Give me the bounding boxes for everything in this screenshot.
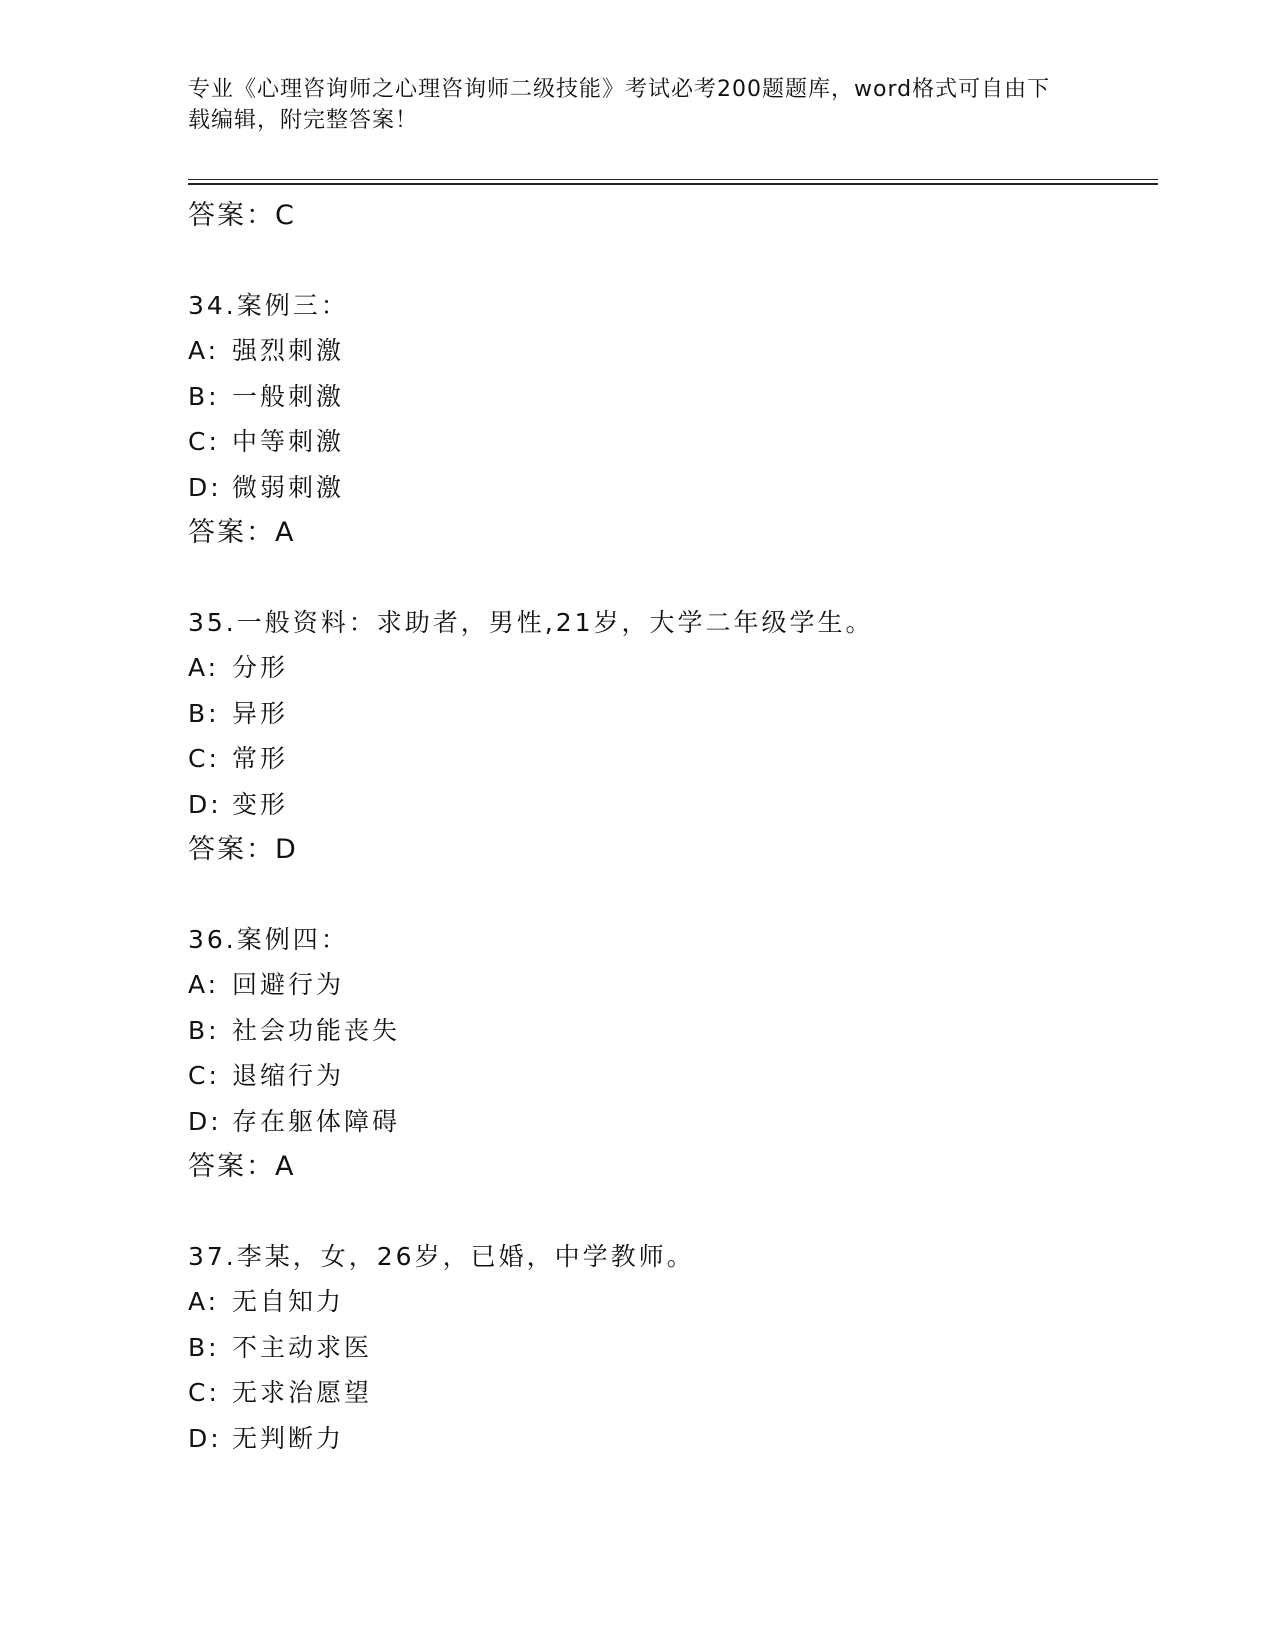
option-key: B:: [188, 381, 220, 411]
question-list: [188, 193, 1148, 1461]
header-rule-thin: [188, 179, 1158, 180]
option-line: [188, 1325, 1148, 1371]
option-line: [188, 736, 1148, 782]
option-line: [188, 691, 1148, 737]
question-stem: 34.案例三：: [188, 290, 349, 320]
option-line: [188, 328, 1148, 374]
option-line: [188, 1279, 1148, 1325]
option-text: 无判断力: [232, 1423, 345, 1453]
question-stem: 35.一般资料：求助者，男性,21岁，大学二年级学生。: [188, 607, 874, 637]
option-line: [188, 1053, 1148, 1099]
option-text: 无自知力: [232, 1287, 345, 1316]
question-block: [188, 1234, 1148, 1462]
option-text: 存在躯体障碍: [232, 1106, 401, 1136]
answer-line: 答案：C: [188, 200, 296, 231]
option-line: [188, 962, 1148, 1008]
question-stem: 36.案例四：: [188, 924, 349, 954]
option-key: C:: [188, 427, 220, 456]
option-text: 分形: [232, 653, 289, 682]
option-text: 一般刺激: [232, 381, 345, 411]
option-key: D:: [188, 1106, 222, 1136]
document-header: 专业《心理咨询师之心理咨询师二级技能》考试必考200题题库，word格式可自由下载编辑，附完整答案！: [188, 77, 1051, 133]
option-line: [188, 1008, 1148, 1054]
option-key: C:: [188, 1378, 220, 1407]
option-text: 常形: [232, 744, 289, 773]
option-line: [188, 1416, 1148, 1462]
question-block: [188, 283, 1148, 556]
answer-line: 答案：D: [188, 834, 298, 865]
option-line: [188, 1099, 1148, 1145]
option-key: D:: [188, 1423, 222, 1453]
option-line: [188, 645, 1148, 691]
option-line: [188, 1370, 1148, 1416]
answer-line: 答案：A: [188, 517, 296, 548]
option-key: D:: [188, 472, 222, 502]
option-key: C:: [188, 744, 220, 773]
option-line: [188, 419, 1148, 465]
question-stem: 37.李某，女，26岁，已婚，中学教师。: [188, 1241, 695, 1271]
option-text: 异形: [232, 698, 289, 728]
option-key: A:: [188, 970, 220, 999]
header-rule-thick: [188, 183, 1158, 185]
option-text: 社会功能丧失: [232, 1015, 401, 1045]
option-line: [188, 374, 1148, 420]
option-text: 微弱刺激: [232, 472, 345, 502]
option-text: 变形: [232, 789, 289, 819]
option-line: [188, 465, 1148, 511]
option-text: 无求治愿望: [232, 1378, 373, 1407]
option-key: A:: [188, 336, 220, 365]
question-block: [188, 600, 1148, 873]
option-key: B:: [188, 1015, 220, 1045]
option-text: 不主动求医: [232, 1332, 373, 1362]
option-key: A:: [188, 653, 220, 682]
option-key: A:: [188, 1287, 220, 1316]
option-key: C:: [188, 1061, 220, 1090]
question-block: [188, 917, 1148, 1190]
option-key: B:: [188, 1332, 220, 1362]
option-text: 回避行为: [232, 970, 345, 999]
option-key: D:: [188, 789, 222, 819]
option-line: [188, 782, 1148, 828]
option-text: 强烈刺激: [232, 336, 345, 365]
option-text: 中等刺激: [232, 427, 345, 456]
option-text: 退缩行为: [232, 1061, 345, 1090]
answer-line: 答案：A: [188, 1151, 296, 1182]
option-key: B:: [188, 698, 220, 728]
